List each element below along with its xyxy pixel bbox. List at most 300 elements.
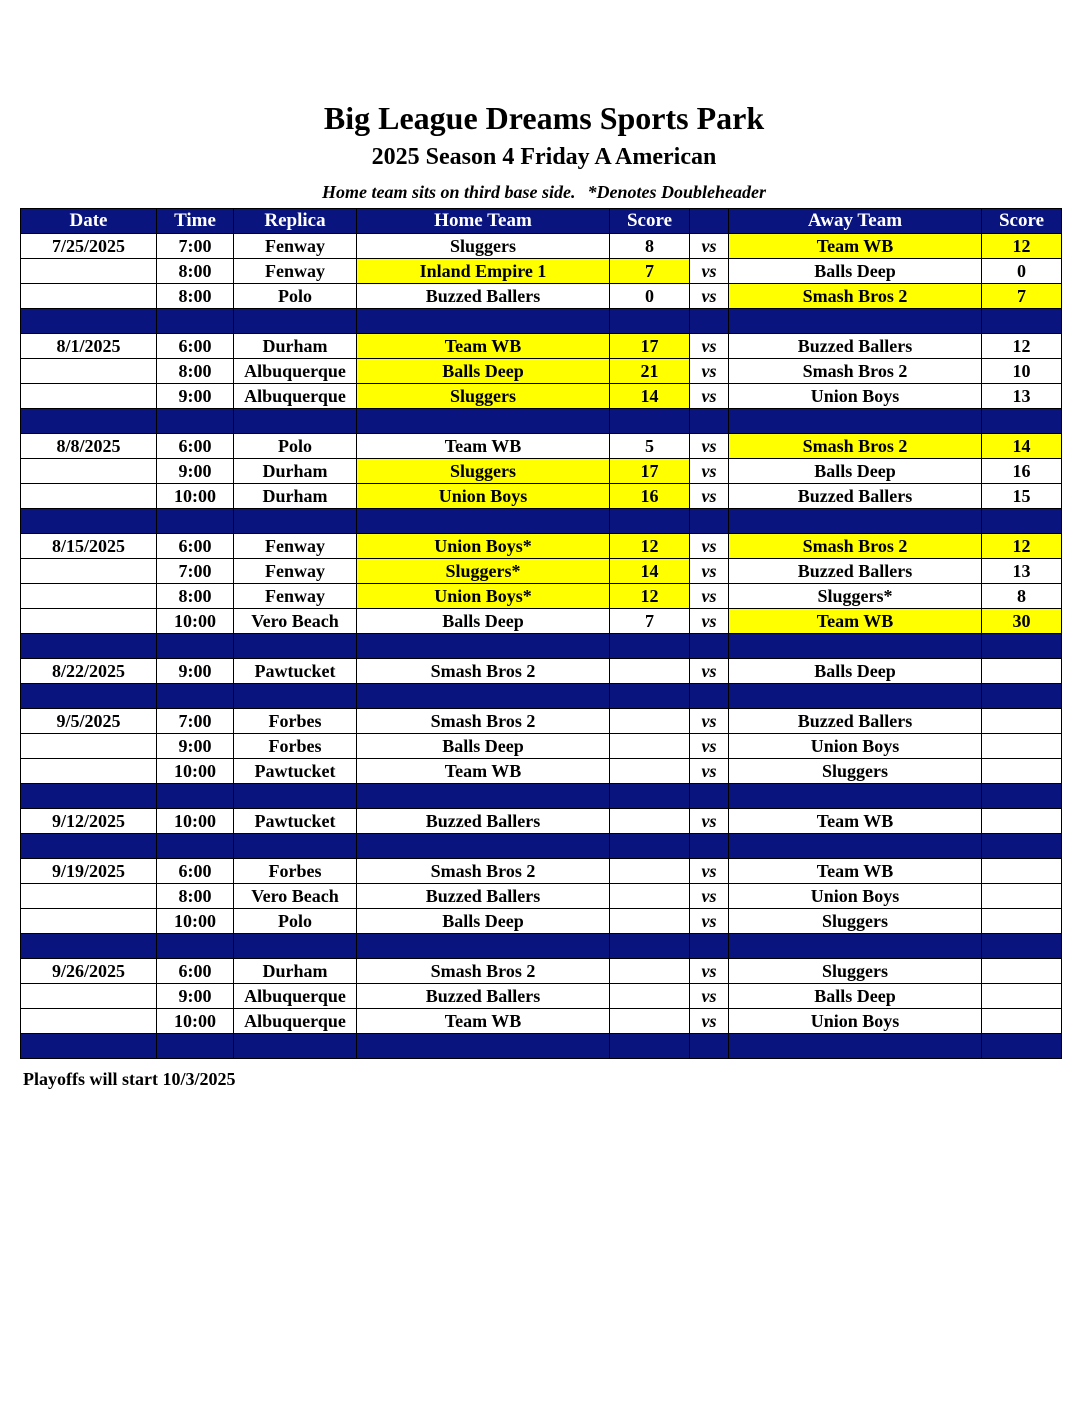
separator-cell	[21, 634, 157, 659]
separator-cell	[21, 1034, 157, 1059]
table-row	[21, 759, 1062, 784]
home-score	[610, 959, 690, 984]
away-team: Buzzed Ballers	[729, 559, 982, 584]
separator-cell	[157, 409, 234, 434]
away-score	[982, 959, 1062, 984]
game-time: 8:00	[157, 359, 234, 384]
game-replica: Fenway	[234, 584, 357, 609]
game-replica: Fenway	[234, 259, 357, 284]
home-team: Buzzed Ballers	[357, 809, 610, 834]
col-vs	[690, 209, 729, 234]
separator-cell	[610, 834, 690, 859]
separator-cell	[21, 509, 157, 534]
separator-cell	[690, 309, 729, 334]
home-team: Balls Deep	[357, 734, 610, 759]
away-score: 0	[982, 259, 1062, 284]
vs-label: vs	[690, 859, 729, 884]
away-score	[982, 809, 1062, 834]
separator-cell	[21, 309, 157, 334]
page-subtitle: 2025 Season 4 Friday A American	[371, 144, 717, 170]
week-separator	[21, 309, 1062, 334]
home-score	[610, 984, 690, 1009]
vs-label: vs	[690, 359, 729, 384]
separator-cell	[157, 934, 234, 959]
game-time: 10:00	[157, 909, 234, 934]
vs-label: vs	[690, 959, 729, 984]
game-date: 9/26/2025	[21, 959, 157, 984]
home-side-note: Home team sits on third base side.	[321, 182, 576, 202]
separator-cell	[157, 784, 234, 809]
game-replica: Durham	[234, 959, 357, 984]
separator-cell	[690, 934, 729, 959]
away-score	[982, 734, 1062, 759]
separator-cell	[610, 409, 690, 434]
game-date: 7/25/2025	[21, 234, 157, 259]
separator-cell	[729, 409, 982, 434]
separator-cell	[690, 834, 729, 859]
week-separator	[21, 509, 1062, 534]
home-score: 12	[610, 584, 690, 609]
home-team: Team WB	[357, 759, 610, 784]
separator-cell	[234, 784, 357, 809]
away-team: Sluggers	[729, 759, 982, 784]
game-replica: Durham	[234, 459, 357, 484]
home-team: Smash Bros 2	[357, 709, 610, 734]
game-replica: Albuquerque	[234, 359, 357, 384]
home-team: Sluggers	[357, 234, 610, 259]
game-replica: Pawtucket	[234, 759, 357, 784]
col-away-team: Away Team	[729, 209, 982, 234]
away-score: 8	[982, 584, 1062, 609]
vs-label: vs	[690, 1009, 729, 1034]
game-time: 10:00	[157, 809, 234, 834]
away-score	[982, 759, 1062, 784]
away-score: 7	[982, 284, 1062, 309]
separator-cell	[234, 509, 357, 534]
game-date	[21, 284, 157, 309]
separator-cell	[357, 834, 610, 859]
table-row	[21, 359, 1062, 384]
home-score: 21	[610, 359, 690, 384]
vs-label: vs	[690, 609, 729, 634]
separator-cell	[690, 784, 729, 809]
separator-cell	[610, 634, 690, 659]
separator-cell	[982, 1034, 1062, 1059]
table-row	[21, 584, 1062, 609]
game-time: 9:00	[157, 659, 234, 684]
game-time: 10:00	[157, 759, 234, 784]
home-score: 7	[610, 609, 690, 634]
header-row	[21, 209, 1062, 234]
home-score	[610, 734, 690, 759]
away-score: 16	[982, 459, 1062, 484]
table-row	[21, 1009, 1062, 1034]
away-team: Smash Bros 2	[729, 359, 982, 384]
separator-cell	[610, 684, 690, 709]
game-replica: Polo	[234, 434, 357, 459]
table-row	[21, 384, 1062, 409]
away-team: Balls Deep	[729, 984, 982, 1009]
away-team: Balls Deep	[729, 459, 982, 484]
away-score: 12	[982, 234, 1062, 259]
home-score	[610, 909, 690, 934]
separator-cell	[690, 684, 729, 709]
away-team: Buzzed Ballers	[729, 334, 982, 359]
game-replica: Vero Beach	[234, 884, 357, 909]
separator-cell	[982, 409, 1062, 434]
game-time: 7:00	[157, 559, 234, 584]
separator-cell	[357, 784, 610, 809]
separator-cell	[21, 409, 157, 434]
separator-cell	[729, 684, 982, 709]
home-team: Buzzed Ballers	[357, 284, 610, 309]
away-score	[982, 884, 1062, 909]
away-team: Team WB	[729, 859, 982, 884]
game-time: 6:00	[157, 534, 234, 559]
game-replica: Durham	[234, 334, 357, 359]
game-date: 9/12/2025	[21, 809, 157, 834]
table-row	[21, 884, 1062, 909]
week-separator	[21, 1034, 1062, 1059]
away-score: 13	[982, 384, 1062, 409]
week-separator	[21, 784, 1062, 809]
separator-cell	[729, 784, 982, 809]
game-time: 10:00	[157, 484, 234, 509]
home-score	[610, 659, 690, 684]
game-replica: Forbes	[234, 859, 357, 884]
table-row	[21, 859, 1062, 884]
away-score: 14	[982, 434, 1062, 459]
col-home-team: Home Team	[357, 209, 610, 234]
table-row	[21, 709, 1062, 734]
home-team: Sluggers*	[357, 559, 610, 584]
game-time: 6:00	[157, 959, 234, 984]
home-score: 17	[610, 334, 690, 359]
game-time: 8:00	[157, 884, 234, 909]
vs-label: vs	[690, 559, 729, 584]
vs-label: vs	[690, 909, 729, 934]
away-team: Team WB	[729, 609, 982, 634]
game-time: 8:00	[157, 259, 234, 284]
col-home-score: Score	[610, 209, 690, 234]
schedule-table	[20, 208, 1062, 1059]
game-date	[21, 259, 157, 284]
away-team: Smash Bros 2	[729, 434, 982, 459]
away-team: Union Boys	[729, 884, 982, 909]
game-time: 6:00	[157, 859, 234, 884]
home-team: Smash Bros 2	[357, 659, 610, 684]
home-team: Inland Empire 1	[357, 259, 610, 284]
separator-cell	[982, 834, 1062, 859]
separator-cell	[690, 409, 729, 434]
table-row	[21, 284, 1062, 309]
game-replica: Vero Beach	[234, 609, 357, 634]
vs-label: vs	[690, 484, 729, 509]
separator-cell	[610, 509, 690, 534]
game-replica: Albuquerque	[234, 384, 357, 409]
separator-cell	[729, 934, 982, 959]
separator-cell	[729, 309, 982, 334]
home-score	[610, 759, 690, 784]
separator-cell	[234, 409, 357, 434]
vs-label: vs	[690, 659, 729, 684]
table-row	[21, 909, 1062, 934]
home-team: Buzzed Ballers	[357, 884, 610, 909]
doubleheader-note: *Denotes Doubleheader	[587, 182, 766, 202]
game-date	[21, 734, 157, 759]
vs-label: vs	[690, 334, 729, 359]
home-team: Union Boys*	[357, 584, 610, 609]
game-replica: Albuquerque	[234, 984, 357, 1009]
separator-cell	[357, 634, 610, 659]
game-date	[21, 559, 157, 584]
away-score	[982, 659, 1062, 684]
table-row	[21, 659, 1062, 684]
vs-label: vs	[690, 234, 729, 259]
home-score: 14	[610, 384, 690, 409]
game-date: 8/1/2025	[21, 334, 157, 359]
week-separator	[21, 634, 1062, 659]
away-score: 10	[982, 359, 1062, 384]
separator-cell	[982, 509, 1062, 534]
separator-cell	[234, 934, 357, 959]
table-row	[21, 434, 1062, 459]
home-score: 0	[610, 284, 690, 309]
game-date	[21, 459, 157, 484]
table-row	[21, 959, 1062, 984]
week-separator	[21, 834, 1062, 859]
vs-label: vs	[690, 434, 729, 459]
vs-label: vs	[690, 984, 729, 1009]
home-score: 5	[610, 434, 690, 459]
away-score: 30	[982, 609, 1062, 634]
playoffs-note: Playoffs will start 10/3/2025	[23, 1069, 236, 1089]
home-team: Union Boys*	[357, 534, 610, 559]
away-score	[982, 859, 1062, 884]
vs-label: vs	[690, 384, 729, 409]
game-date	[21, 359, 157, 384]
game-replica: Polo	[234, 284, 357, 309]
separator-cell	[157, 509, 234, 534]
separator-cell	[982, 784, 1062, 809]
game-date: 9/5/2025	[21, 709, 157, 734]
vs-label: vs	[690, 584, 729, 609]
game-time: 7:00	[157, 234, 234, 259]
separator-cell	[982, 684, 1062, 709]
table-row	[21, 334, 1062, 359]
game-replica: Albuquerque	[234, 1009, 357, 1034]
away-score: 12	[982, 534, 1062, 559]
away-team: Team WB	[729, 234, 982, 259]
away-score	[982, 1009, 1062, 1034]
col-date: Date	[21, 209, 157, 234]
game-date	[21, 484, 157, 509]
home-team: Buzzed Ballers	[357, 984, 610, 1009]
game-time: 6:00	[157, 434, 234, 459]
vs-label: vs	[690, 459, 729, 484]
table-row	[21, 559, 1062, 584]
separator-cell	[729, 634, 982, 659]
separator-cell	[157, 634, 234, 659]
table-row	[21, 459, 1062, 484]
table-row	[21, 734, 1062, 759]
game-date	[21, 1009, 157, 1034]
separator-cell	[690, 509, 729, 534]
table-row	[21, 984, 1062, 1009]
table-row	[21, 259, 1062, 284]
home-score: 14	[610, 559, 690, 584]
game-time: 9:00	[157, 459, 234, 484]
vs-label: vs	[690, 284, 729, 309]
away-team: Buzzed Ballers	[729, 709, 982, 734]
separator-cell	[21, 684, 157, 709]
game-date: 9/19/2025	[21, 859, 157, 884]
home-team: Union Boys	[357, 484, 610, 509]
home-score: 7	[610, 259, 690, 284]
table-row	[21, 609, 1062, 634]
separator-cell	[690, 634, 729, 659]
away-team: Balls Deep	[729, 259, 982, 284]
game-time: 9:00	[157, 984, 234, 1009]
home-team: Smash Bros 2	[357, 859, 610, 884]
game-replica: Pawtucket	[234, 659, 357, 684]
away-team: Union Boys	[729, 734, 982, 759]
game-replica: Forbes	[234, 734, 357, 759]
away-team: Sluggers*	[729, 584, 982, 609]
home-team: Sluggers	[357, 384, 610, 409]
separator-cell	[357, 684, 610, 709]
separator-cell	[357, 309, 610, 334]
game-time: 9:00	[157, 384, 234, 409]
home-score	[610, 709, 690, 734]
week-separator	[21, 934, 1062, 959]
col-away-score: Score	[982, 209, 1062, 234]
separator-cell	[357, 934, 610, 959]
away-score: 15	[982, 484, 1062, 509]
vs-label: vs	[690, 534, 729, 559]
away-score: 12	[982, 334, 1062, 359]
away-team: Team WB	[729, 809, 982, 834]
separator-cell	[610, 934, 690, 959]
separator-cell	[357, 409, 610, 434]
game-date	[21, 759, 157, 784]
game-date	[21, 909, 157, 934]
game-time: 7:00	[157, 709, 234, 734]
separator-cell	[982, 934, 1062, 959]
home-score: 16	[610, 484, 690, 509]
away-score	[982, 909, 1062, 934]
separator-cell	[982, 309, 1062, 334]
week-separator	[21, 684, 1062, 709]
separator-cell	[729, 509, 982, 534]
vs-label: vs	[690, 759, 729, 784]
away-team: Buzzed Ballers	[729, 484, 982, 509]
game-date: 8/15/2025	[21, 534, 157, 559]
game-date	[21, 984, 157, 1009]
away-score	[982, 709, 1062, 734]
separator-cell	[157, 309, 234, 334]
separator-cell	[357, 1034, 610, 1059]
separator-cell	[729, 834, 982, 859]
separator-cell	[234, 684, 357, 709]
home-team: Smash Bros 2	[357, 959, 610, 984]
separator-cell	[21, 934, 157, 959]
game-date	[21, 609, 157, 634]
game-time: 10:00	[157, 1009, 234, 1034]
game-time: 6:00	[157, 334, 234, 359]
home-score	[610, 884, 690, 909]
separator-cell	[610, 784, 690, 809]
game-time: 9:00	[157, 734, 234, 759]
game-time: 8:00	[157, 284, 234, 309]
home-score: 12	[610, 534, 690, 559]
game-replica: Durham	[234, 484, 357, 509]
away-team: Union Boys	[729, 384, 982, 409]
table-row	[21, 484, 1062, 509]
separator-cell	[21, 834, 157, 859]
game-replica: Fenway	[234, 559, 357, 584]
home-team: Balls Deep	[357, 609, 610, 634]
away-team: Sluggers	[729, 909, 982, 934]
table-row	[21, 234, 1062, 259]
away-team: Union Boys	[729, 1009, 982, 1034]
home-score	[610, 809, 690, 834]
home-team: Team WB	[357, 334, 610, 359]
home-score: 17	[610, 459, 690, 484]
home-team: Team WB	[357, 434, 610, 459]
separator-cell	[610, 309, 690, 334]
schedule-note	[0, 180, 1088, 204]
separator-cell	[982, 634, 1062, 659]
vs-label: vs	[690, 884, 729, 909]
home-team: Balls Deep	[357, 909, 610, 934]
game-time: 8:00	[157, 584, 234, 609]
game-replica: Forbes	[234, 709, 357, 734]
home-team: Team WB	[357, 1009, 610, 1034]
game-replica: Polo	[234, 909, 357, 934]
separator-cell	[21, 784, 157, 809]
home-score	[610, 859, 690, 884]
game-date: 8/8/2025	[21, 434, 157, 459]
away-team: Smash Bros 2	[729, 534, 982, 559]
separator-cell	[357, 509, 610, 534]
away-team: Smash Bros 2	[729, 284, 982, 309]
game-date: 8/22/2025	[21, 659, 157, 684]
home-score	[610, 1009, 690, 1034]
game-date	[21, 384, 157, 409]
home-team: Balls Deep	[357, 359, 610, 384]
game-replica: Fenway	[234, 234, 357, 259]
page-title: Big League Dreams Sports Park	[323, 100, 765, 136]
separator-cell	[234, 634, 357, 659]
game-time: 10:00	[157, 609, 234, 634]
week-separator	[21, 409, 1062, 434]
separator-cell	[157, 1034, 234, 1059]
away-score	[982, 984, 1062, 1009]
vs-label: vs	[690, 259, 729, 284]
home-score: 8	[610, 234, 690, 259]
separator-cell	[234, 1034, 357, 1059]
separator-cell	[157, 834, 234, 859]
separator-cell	[234, 309, 357, 334]
home-team: Sluggers	[357, 459, 610, 484]
separator-cell	[157, 684, 234, 709]
game-date	[21, 884, 157, 909]
col-replica: Replica	[234, 209, 357, 234]
schedule-body	[21, 234, 1062, 1059]
game-date	[21, 584, 157, 609]
game-replica: Pawtucket	[234, 809, 357, 834]
